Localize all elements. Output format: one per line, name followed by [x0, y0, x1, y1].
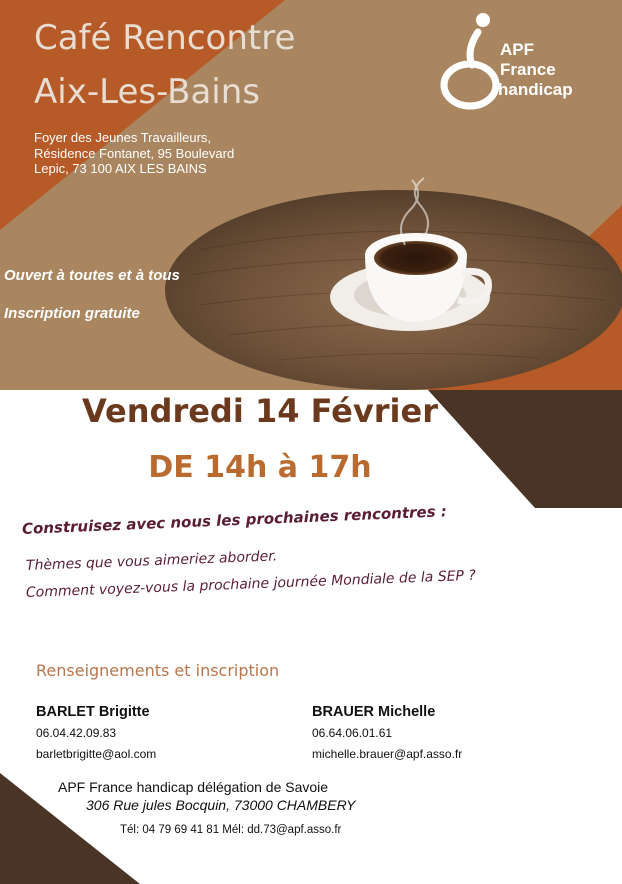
contact-card — [312, 704, 462, 761]
venue-address — [34, 130, 304, 177]
tagline-free: Inscription gratuite — [4, 305, 140, 322]
footer-org: APF France handicap délégation de Savoie — [58, 779, 329, 795]
contact-email[interactable]: barletbrigitte@aol.com — [36, 747, 157, 761]
address-line: Foyer des Jeunes Travailleurs, — [34, 130, 212, 145]
contact-email[interactable]: michelle.brauer@apf.asso.fr — [312, 747, 463, 761]
tagline-open: Ouvert à toutes et à tous — [4, 267, 180, 284]
apf-logo — [438, 10, 618, 110]
address-line: Résidence Fontanet, 95 Boulevard — [34, 145, 235, 161]
address-line: Lepic, 73 100 AIX LES BAINS — [34, 161, 207, 176]
event-title-line1: Café Rencontre — [34, 18, 296, 58]
contact-phone: 06.04.42.09.83 — [36, 726, 117, 740]
logo-text-france: France — [500, 60, 556, 79]
contact-card — [36, 704, 156, 761]
logo-text-apf: APF — [500, 40, 534, 59]
contact-heading: Renseignements et inscription — [36, 661, 280, 680]
event-title-line2: Aix-Les-Bains — [34, 72, 260, 112]
footer-contact: Tél: 04 79 69 41 81 Mél: dd.73@apf.asso.fr — [120, 824, 342, 836]
prompt-themes: Thèmes que vous aimeriez aborder. — [25, 548, 278, 574]
contact-phone: 06.64.06.01.61 — [312, 726, 393, 740]
contact-name: BRAUER Michelle — [312, 704, 436, 720]
coffee-surface — [374, 241, 458, 275]
contact-name: BARLET Brigitte — [36, 704, 150, 720]
footer-address: 306 Rue jules Bocquin, 73000 CHAMBERY — [86, 797, 356, 813]
prompt-heading: Construisez avec nous les prochaines rencontres : — [21, 502, 448, 538]
logo-text-handicap: handicap — [498, 80, 573, 99]
prompt-sep: Comment voyez-vous la prochaine journée Mondiale de la SEP ? — [25, 567, 477, 601]
event-date: Vendredi 14 Février — [82, 392, 438, 430]
event-time: DE 14h à 17h — [148, 450, 372, 485]
